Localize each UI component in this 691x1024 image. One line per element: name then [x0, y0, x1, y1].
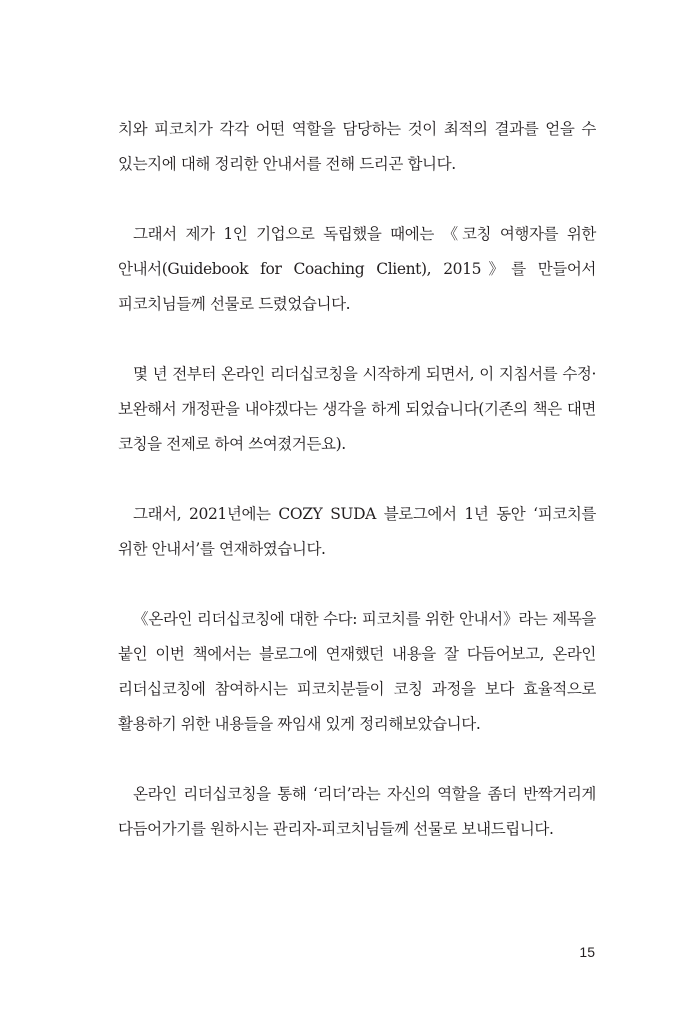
paragraph-4: 그래서, 2021년에는 COZY SUDA 블로그에서 1년 동안 ‘피코치를 위한 안내서’를 연재하였습니다. — [118, 505, 596, 558]
body-text — [118, 112, 596, 847]
paragraph-1: 치와 피코치가 각각 어떤 역할을 담당하는 것이 최적의 결과를 얻을 수 있는지에 대해 정리한 안내서를 전해 드리곤 합니다. — [118, 120, 596, 173]
paragraph-3: 몇 년 전부터 온라인 리더십코칭을 시작하게 되면서, 이 지침서를 수정·보완해서 개정판을 내야겠다는 생각을 하게 되었습니다(기존의 책은 대면 코칭을 전제로 하여 쓰여졌거든요). — [118, 365, 596, 453]
paragraph-2: 그래서 제가 1인 기업으로 독립했을 때에는 《코칭 여행자를 위한 안내서(Guidebook for Coaching Client), 2015》를 만들어서 피코치님들께 선물로 드렸었습니다. — [118, 225, 596, 313]
paragraph-6: 온라인 리더십코칭을 통해 ‘리더’라는 자신의 역할을 좀더 반짝거리게 다듬어가기를 원하시는 관리자-피코치님들께 선물로 보내드립니다. — [118, 785, 596, 838]
paragraph-5: 《온라인 리더십코칭에 대한 수다: 피코치를 위한 안내서》라는 제목을 붙인 이번 책에서는 블로그에 연재했던 내용을 잘 다듬어보고, 온라인 리더십코칭에 참여하시는 피코치분들이 코칭 과정을 보다 효율적으로 활용하기 위한 내용들을 짜임새 있게 정리해보았습니다. — [118, 610, 596, 733]
page-number: 15 — [579, 944, 595, 960]
